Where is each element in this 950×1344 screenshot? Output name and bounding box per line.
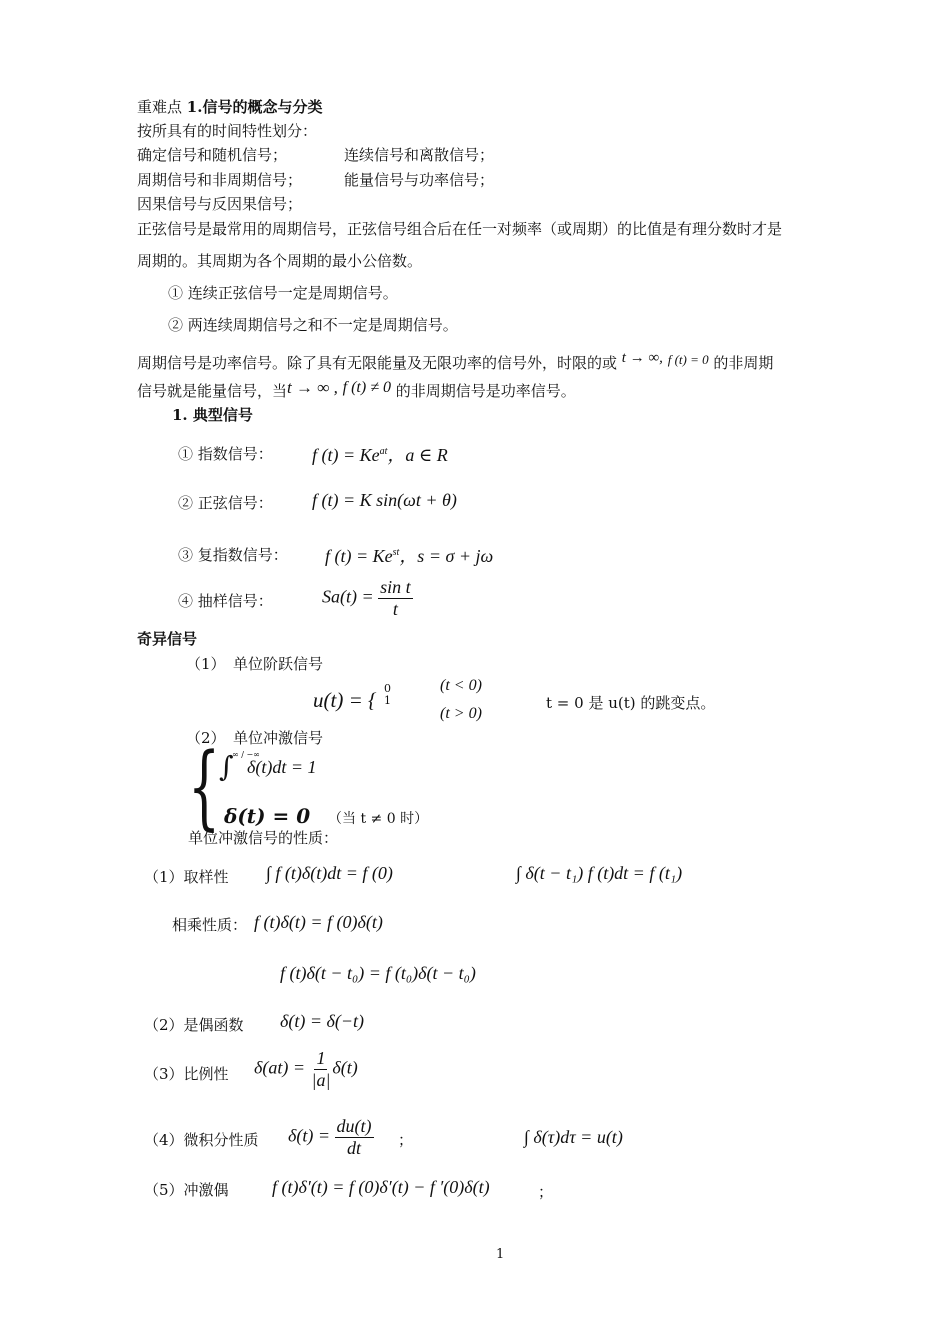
formula-cexp-sup: st [392, 547, 400, 558]
step-note: t = 0 是 u(t) 的跳变点。 [546, 694, 716, 712]
typical-formula-1 [312, 441, 448, 467]
formula-exp-tail: ，a ∈ R [387, 445, 448, 465]
p4-fraction [335, 1116, 374, 1158]
p5-label: （5）冲激偶 [144, 1181, 229, 1199]
impulse-limits: ∞ / −∞ [232, 750, 260, 759]
sa-fraction [378, 577, 413, 619]
power-math-3: t → ∞ , [287, 378, 338, 397]
typical-label-2: ② 正弦信号： [178, 494, 273, 512]
pair-r2-left: 周期信号和非周期信号； [137, 171, 303, 189]
p4-separator: ； [398, 1131, 414, 1149]
power-text-1: 周期信号是功率信号。除了具有无限能量及无限功率的信号外，时限的或 [137, 354, 618, 372]
impulse-label: （2） 单位冲激信号 [186, 729, 324, 747]
mult-label: 相乘性质： [172, 916, 248, 934]
p5-formula: f (t)δ′(t) = f (0)δ′(t) − f ′(0)δ(t) [272, 1177, 490, 1197]
power-text-2: 信号就是能量信号，当 [137, 382, 288, 400]
mult-formula-1: f (t)δ(t) = f (0)δ(t) [254, 912, 383, 932]
sa-den: t [392, 598, 398, 619]
formula-exp: f (t) = Ke [312, 445, 380, 465]
sa-num: sin t [380, 577, 411, 597]
singular-title: 奇异信号 [137, 630, 198, 648]
step-value-1: 1 [384, 694, 391, 707]
p5-separator: ； [538, 1183, 554, 1201]
typical-label-1: ① 指数信号： [178, 445, 273, 463]
impulse-cond: （当 t ≠ 0 时） [328, 811, 429, 827]
formula-cexp: f (t) = Ke [325, 546, 393, 566]
impulse-integral-sign: ∫ [219, 750, 234, 783]
p3-label: （3）比例性 [144, 1065, 229, 1083]
power-tail-2: 的非周期信号是功率信号。 [395, 382, 576, 400]
p4-label: （4）微积分性质 [144, 1131, 259, 1149]
power-tail-1: 的非周期 [713, 354, 774, 372]
impulse-eq2: δ(t) = 0 [224, 804, 311, 828]
formula-cexp-tail: ，s = σ + jω [399, 546, 494, 566]
p1-formula-2: ∫ δ(t − t₁) f (t)dt = f (t₁) [516, 863, 683, 883]
p3-rhs: δ(t) [332, 1057, 358, 1078]
power-para-line1 [137, 352, 773, 375]
p3-den: |a| [311, 1069, 331, 1090]
step-cond-1: (t > 0) [440, 705, 482, 722]
power-math-1: t → ∞, [621, 350, 663, 366]
p2-label: （2）是偶函数 [144, 1016, 244, 1034]
heading-title: 1.信号的概念与分类 [186, 98, 323, 116]
sine-para-line2: 周期的。其周期为各个周期的最小公倍数。 [137, 252, 423, 270]
step-lhs: u(t) = { [313, 688, 377, 712]
pair-r1-right: 连续信号和离散信号； [344, 146, 495, 164]
typical-label-4: ④ 抽样信号： [178, 592, 273, 610]
step-value-0: 0 [384, 682, 391, 695]
heading-prefix: 重难点 [137, 98, 187, 116]
mult-formula-2: f (t)δ(t − t₀) = f (t₀)δ(t − t₀) [280, 963, 476, 983]
step-label: （1） 单位阶跃信号 [186, 655, 324, 673]
note-2: ② 两连续周期信号之和不一定是周期信号。 [168, 316, 458, 334]
p1-label: （1）取样性 [144, 868, 229, 886]
formula-exp-sup: at [379, 446, 388, 457]
p1-formula-1: ∫ f (t)δ(t)dt = f (0) [266, 863, 393, 883]
p4-formula-2: ∫ δ(τ)dτ = u(t) [524, 1127, 623, 1147]
p4-lhs: δ(t) = [288, 1125, 335, 1146]
pair-r1-left: 确定信号和随机信号； [137, 146, 288, 164]
step-values [384, 683, 391, 707]
pair-r2-right: 能量信号与功率信号； [344, 171, 495, 189]
classify-intro: 按所具有的时间特性划分： [137, 122, 318, 140]
p2-formula: δ(t) = δ(−t) [280, 1011, 365, 1031]
typical-label-3: ③ 复指数信号： [178, 546, 288, 564]
impulse-brace: { [188, 733, 221, 840]
p4-den: dt [347, 1137, 362, 1158]
pair-r3-left: 因果信号与反因果信号； [137, 195, 303, 213]
heading [137, 96, 322, 118]
step-cond-0: (t < 0) [440, 677, 482, 694]
power-para-line2 [137, 380, 576, 403]
p4-num: du(t) [336, 1116, 372, 1136]
power-math-4: f (t) ≠ 0 [342, 379, 391, 396]
impulse-eq1: δ(t)dt = 1 [247, 757, 317, 777]
p3-formula [254, 1048, 358, 1090]
p3-fraction [310, 1048, 333, 1090]
page-number: 1 [496, 1247, 505, 1262]
typical-formula-2: f (t) = K sin(ωt + θ) [312, 490, 457, 510]
p3-num: 1 [316, 1048, 326, 1068]
note-1: ① 连续正弦信号一定是周期信号。 [168, 284, 398, 302]
props-title: 单位冲激信号的性质： [188, 829, 339, 847]
sine-para-line1: 正弦信号是最常用的周期信号，正弦信号组合后在任一对频率（或周期）的比值是有理分数时才是 [137, 220, 783, 238]
sa-lhs: Sa(t) = [322, 586, 379, 607]
p4-formula-1 [288, 1116, 374, 1158]
typical-formula-4 [322, 577, 413, 619]
typical-title: 1. 典型信号 [172, 406, 253, 424]
typical-formula-3 [325, 542, 493, 568]
p3-lhs: δ(at) = [254, 1057, 310, 1078]
power-math-2: f (t) = 0 [667, 352, 709, 367]
